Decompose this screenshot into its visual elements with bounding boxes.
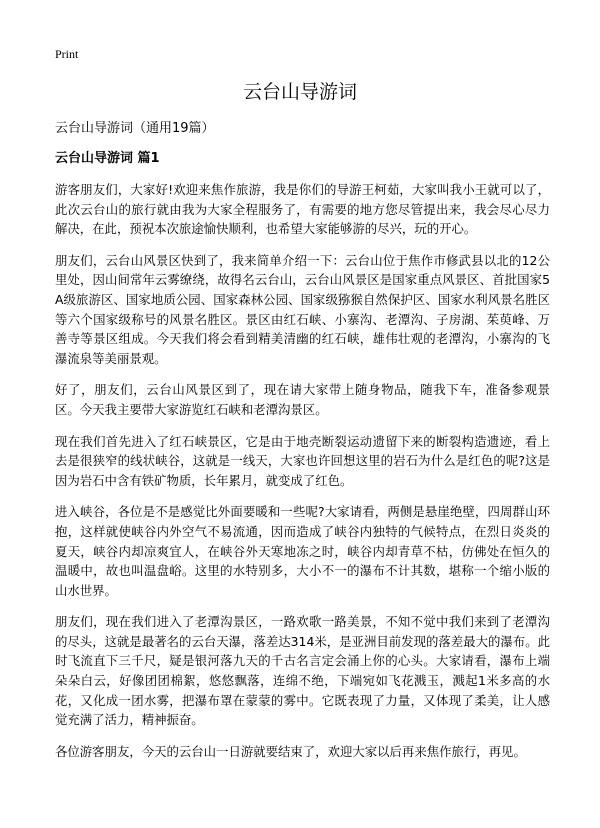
paragraph-7: 各位游客朋友，今天的云台山一日游就要结束了，欢迎大家以后再来焦作旅行，再见。 [55,743,526,759]
paragraph-6: 朋友们，现在我们进入了老潭沟景区，一路欢歌一路美景，不知不觉中我们来到了老潭沟的尽头，这就是最著名的云台天瀑，落差达314米，是亚洲目前发现的落差最大的瀑布。此时飞流直下三千尺，疑是银河落九天的千古名言定会涌上你的心头。大家请看，瀑布上端朵朵白云，好像团团棉絮，悠悠飘落，连绵不绝，下端宛如飞花溅玉，溅起1米多高的水花，又化成一团水雾，把瀑布罩在蒙蒙的雾中。它既表现了力量，又体现了柔美，让人感觉充满了活力，精神振奋。 [55,614,550,728]
print-link[interactable]: Print [55,47,79,61]
paragraph-1: 游客朋友们，大家好!欢迎来焦作旅游，我是你们的导游王柯茹，大家叫我小王就可以了，此次云台山的旅行就由我为大家全程服务了，有需要的地方您尽管提出来，我会尽心尽力解决，在此，预祝本次旅途愉快顺利，也希望大家能够游的尽兴，玩的开心。 [55,182,550,237]
paragraph-4: 现在我们首先进入了红石峡景区，它是由于地壳断裂运动遗留下来的断裂构造遗迹，看上去是很狭窄的线状峡谷，这就是一线天，大家也许回想这里的岩石为什么是红色的呢?这是因为岩石中含有铁矿物质，长年累月，就变成了红色。 [55,433,550,488]
paragraph-2: 朋友们，云台山风景区快到了，我来简单介绍一下：云台山位于焦作市修武县以北的12公里处，因山间常年云雾缭绕，故得名云台山，云台山风景区是国家重点风景区、首批国家5A级旅游区、国家地质公园、国家森林公园、国家级猕猴自然保护区、国家水利风景名胜区等六个国家级称号的风景名胜区。景区由红石峡、小寨沟、老潭沟、子房湖、茱萸峰、万善寺等景区组成。今天我们将会看到精美清幽的红石峡，雄伟壮观的老潭沟，小寨沟的飞瀑流泉等美丽景观。 [55,252,550,366]
paragraph-5: 进入峡谷，各位是不是感觉比外面要暖和一些呢?大家请看，两侧是悬崖绝壁，四周群山环抱，这样就使峡谷内外空气不易流通，因而造成了峡谷内独特的气候特点，在烈日炎炎的夏天，峡谷内却凉爽宜人，在峡谷外天寒地冻之时，峡谷内却青草不枯，仿佛处在恒久的温暖中，故也叫温盘峪。这里的水特别多，大小不一的瀑布不计其数，堪称一个缩小版的山水世界。 [55,504,550,598]
paragraph-3: 好了，朋友们，云台山风景区到了，现在请大家带上随身物品，随我下车，准备参观景区。今天我主要带大家游览红石峡和老潭沟景区。 [55,382,550,417]
document-subtitle: 云台山导游词（通用19篇） [55,121,215,136]
document-title: 云台山导游词 [242,81,357,103]
document-body [55,180,550,773]
section-heading: 云台山导游词 篇1 [55,151,160,166]
